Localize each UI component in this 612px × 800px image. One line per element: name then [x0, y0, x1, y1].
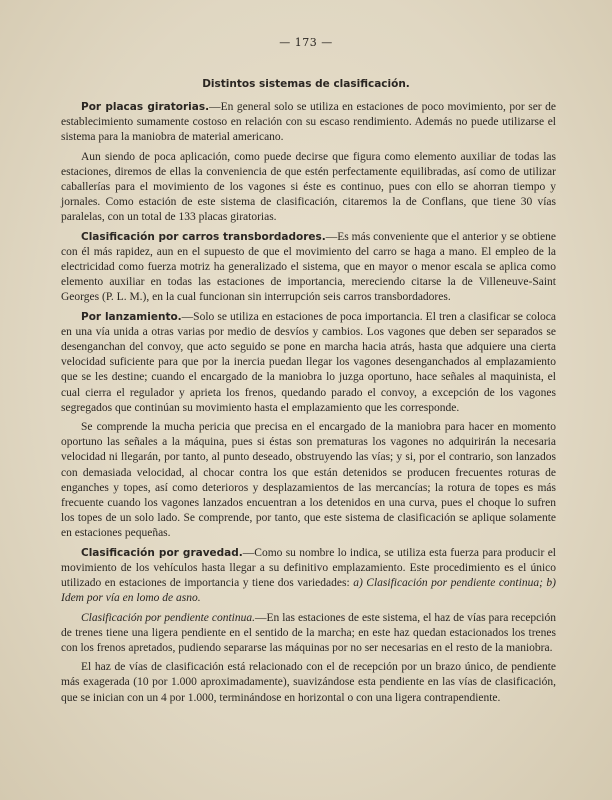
- paragraph-placas-detail: [61, 150, 556, 226]
- paragraph-text: —Es más conveniente que el anterior y se obtiene con él más rapidez, aun en el supuesto de que el movimiento del carro se haga a mano. El empleo de la electricidad como fuerza motriz ha generalizado el sistema, que en mayor o menor escala se aplica como elemento auxiliar en todas las estaciones de importancia, mereciendo citarse la de Villeneuve-Saint Georges (P. L. M.), en la cual funcionan sin interrupción seis carros transbordadores.: [61, 230, 557, 304]
- paragraph-title: Clasificación por gravedad.: [81, 546, 243, 559]
- page-number: — 173 —: [279, 36, 333, 49]
- paragraph-italic-text: a) Clasificación por pendiente continua; b) Idem por vía en lomo de asno.: [61, 577, 556, 605]
- paragraph-gravedad: [61, 546, 556, 607]
- paragraph-text: Se comprende la mucha pericia que precisa en el encargado de la maniobra para hacer en momento oportuno las señales a la máquina, pues si éstas son prematuras los vagones no adquirirán la necesaria velocidad ni llegarán, por tanto, al punto deseado, obstruyendo las vías; y si, por el contrario, son lanzados con demasiada velocidad, al chocar contra los que están detenidos se producen frecuentes roturas de enganches y topes, así como deterioros y desplazamientos de las mercancías; la rotura de topes es más frecuente cuando los vagones lanzados encuentran a los detenidos en una curva, pues el choque lo sufren los topes de un solo lado. Se comprende, por tanto, que este sistema de clasificación se aplique solamente en estaciones pequeñas.: [61, 421, 556, 540]
- section-heading: Distintos sistemas de clasificación.: [202, 78, 410, 90]
- paragraph-pendiente-detail: [61, 660, 556, 706]
- paragraph-carros: [61, 230, 556, 306]
- paragraph-text: El haz de vías de clasificación está relacionado con el de recepción por un brazo único, de pendiente más exagerada (10 por 1.000 aproximadamente), suavizándose esta pendiente en las vías de clasificación, que se inician con un 4 por 1.000, terminándose en horizontal o con una ligera contrapendiente.: [61, 661, 556, 704]
- paragraph-title: Clasificación por carros transbordadores.: [81, 230, 326, 243]
- paragraph-lanzamiento: [61, 310, 556, 416]
- paragraph-text: —Como su nombre lo indica, se utiliza esta fuerza para producir el movimiento de los vehículos hasta llegar a su definitivo emplazamiento. Este procedimiento es el único utilizado en estaciones de importancia y tiene dos variedades:: [61, 546, 556, 590]
- paragraph-placas: [61, 100, 556, 146]
- paragraph-title: Por placas giratorias.: [81, 101, 210, 113]
- body-text: [61, 100, 556, 710]
- paragraph-text: —Solo se utiliza en estaciones de poca importancia. El tren a clasificar se coloca en una vía unida a otras varias por medio de desvíos y cambios. Los vagones que deben ser separados se desenganchan del convoy, que acto seguido se pone en marcha hacia atrás, hasta que adquiere una cierta velocidad suficiente para que por la inercia puedan llegar los vagones desenganchados al emplazamiento que se les destine; cuando el encargado de la maniobra lo juzga oportuno, hace señales al maquinista, el cual cierra el regulador y aprieta los frenos, quedando parado el convoy, a excepción de los vagones segregados que continúan su movimiento hasta el emplazamiento que les corresponde.: [61, 310, 556, 414]
- paragraph-title: Clasificación por pendiente continua.: [81, 611, 255, 624]
- paragraph-text: —En las estaciones de este sistema, el haz de vías para recepción de trenes tiene una ligera pendiente en el sentido de la marcha; en este haz quedan estacionados los trenes con los frenos apretados, pudiendo separarse las máquinas por no ser necesarias en el resto de la maniobra.: [61, 611, 556, 654]
- paragraph-pendiente: [61, 611, 556, 657]
- paragraph-title: Por lanzamiento.: [81, 310, 182, 323]
- paragraph-lanzamiento-detail: [61, 420, 556, 542]
- paragraph-text: Aun siendo de poca aplicación, como puede decirse que figura como elemento auxiliar de todas las estaciones, diremos de ellas la conveniencia de que estén perfectamente equilibradas, así como de utilizar caballerías para el movimiento de los vagones si éste es continuo, pues con ello se ahorran tiempo y jornales. Como estación de este sistema de clasificación, citaremos la de Conflans, que tiene 30 vías paralelas, con un total de 133 placas giratorias.: [61, 150, 556, 224]
- paragraph-text: —En general solo se utiliza en estaciones de poco movimiento, por ser de establecimiento sumamente costoso en relación con su escaso rendimiento. Además no puede utilizarse el sistema para la maniobra de material americano.: [61, 101, 556, 144]
